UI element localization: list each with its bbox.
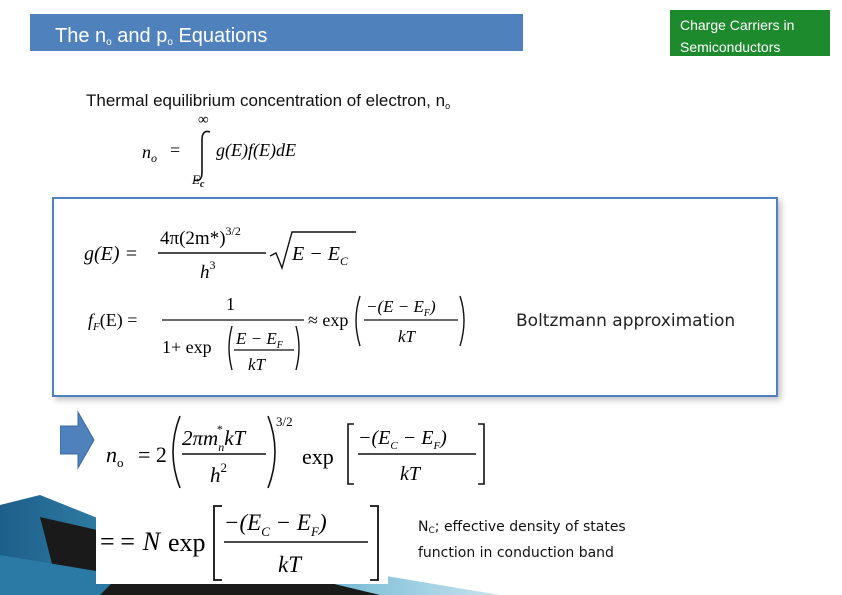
n0r-exp-word: exp xyxy=(302,444,334,469)
f-inner-num: $E - E_F$ xyxy=(236,329,283,351)
f-lhs: $f_F(E)$ = xyxy=(88,310,138,333)
sqrt-argument: $E - E_C$ xyxy=(292,243,348,268)
nc-den: kT xyxy=(278,552,301,577)
f-inner-den: kT xyxy=(248,355,265,374)
right-bracket xyxy=(296,326,299,370)
n0r-outer-exp: 3/2 xyxy=(276,414,293,429)
topic-line-1: Charge Carriers in xyxy=(680,17,795,33)
f-of-E-equation xyxy=(86,290,486,378)
n0r-exp-num: $-(E_C - E_F)$ xyxy=(358,427,447,452)
n0r-lhs: $n_o$ xyxy=(106,442,124,470)
topic-line-2: Semiconductors xyxy=(680,39,781,55)
approx-exp: ≈ exp xyxy=(308,310,349,330)
nc-definition-note xyxy=(418,516,626,564)
n0r-eq: = 2 xyxy=(138,442,167,467)
n0-integral-equation xyxy=(130,108,350,190)
nc-eq: = = N xyxy=(100,527,161,556)
nc-num: $-(E_C - E_F)$ xyxy=(224,510,327,539)
g-denominator: $h^3$ xyxy=(200,258,216,283)
n0r-exp-den: kT xyxy=(400,463,420,485)
f-numerator: 1 xyxy=(226,294,235,314)
exp-den: kT xyxy=(398,327,415,346)
n0r-den: $h^2$ xyxy=(210,460,227,487)
boltzmann-label: Boltzmann approximation xyxy=(516,311,736,331)
right-arrow-icon xyxy=(60,410,96,470)
left-bracket xyxy=(229,326,232,370)
nc-exp-word: exp xyxy=(168,528,206,557)
n0-result-equation xyxy=(102,412,492,492)
nc-form-equation xyxy=(96,500,388,584)
integrand: g(E)f(E)dE xyxy=(216,140,296,160)
f-den-lead: 1+ exp xyxy=(162,337,212,357)
g-lhs: g(E) = xyxy=(84,243,139,265)
nc-note-line-2: function in conduction band xyxy=(418,545,614,561)
upper-limit: ∞ xyxy=(198,112,209,128)
nc-note-line-1: $N_C$; effective density of states xyxy=(418,519,626,536)
g-numerator: $4\pi(2m*)^{3/2}$ xyxy=(160,224,241,249)
n0r-num: $2\pi m_n*kT$ xyxy=(182,422,246,454)
slide-title: The $n_o$ and $p_o$ Equations xyxy=(55,25,268,48)
lower-limit: $E_c$ xyxy=(192,172,205,190)
section-heading: Thermal equilibrium concentration of electron, $n_o$ xyxy=(86,91,451,111)
g-of-E-equation xyxy=(80,218,380,290)
exp-num: $-(E - E_F)$ xyxy=(366,297,436,319)
n0-lhs: $n_o$ xyxy=(142,142,157,165)
n0-equals: = xyxy=(170,140,181,160)
topic-badge xyxy=(670,10,830,56)
